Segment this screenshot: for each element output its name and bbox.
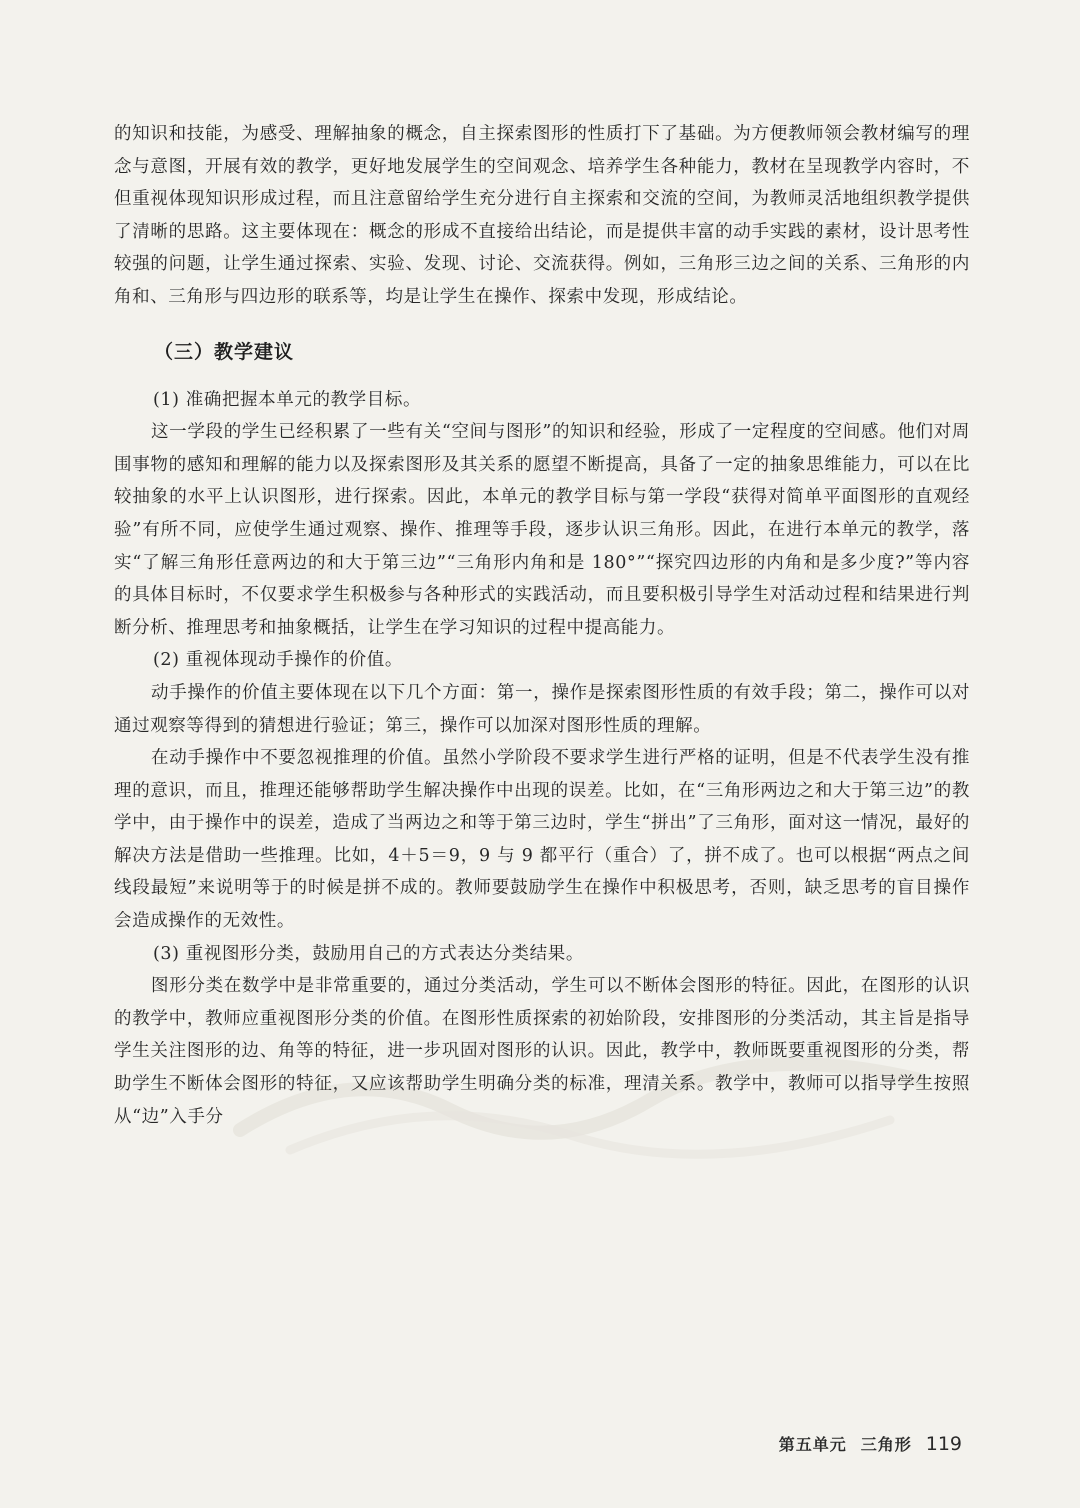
point-3-heading: (3) 重视图形分类，鼓励用自己的方式表达分类结果。: [153, 943, 584, 964]
point-1-heading: (1) 准确把握本单元的教学目标。: [153, 389, 422, 410]
section-heading-teaching-suggestions: （三）教学建议: [154, 340, 295, 363]
page-number: 119: [925, 1433, 962, 1455]
point-2-heading: (2) 重视体现动手操作的价值。: [153, 650, 403, 671]
point-3-paragraph: 图形分类在数学中是非常重要的，通过分类活动，学生可以不断体会图形的特征。因此，在图形的认识的教学中，教师应重视图形分类的价值。在图形性质探索的初始阶段，安排图形的分类活动，其主旨是指导学生关注图形的边、角等的特征，进一步巩固对图形的认识。因此，教学中，教师既要重视图形的分类，帮助学生不断体会图形的特征，又应该帮助学生明确分类的标准，理清关系。教学中，教师可以指导学生按照从“边”入手分: [114, 976, 970, 1127]
footer-title: 三角形: [860, 1435, 912, 1454]
intro-paragraph: 的知识和技能，为感受、理解抽象的概念，自主探索图形的性质打下了基础。为方便教师领会教材编写的理念与意图，开展有效的教学，更好地发展学生的空间观念、培养学生各种能力，教材在呈现教学内容时，不但重视体现知识形成过程，而且注意留给学生充分进行自主探索和交流的空间，为教师灵活地组织教学提供了清晰的思路。这主要体现在：概念的形成不直接给出结论，而是提供丰富的动手实践的素材，设计思考性较强的问题，让学生通过探索、实验、发现、讨论、交流获得。例如，三角形三边之间的关系、三角形的内角和、三角形与四边形的联系等，均是让学生在操作、探索中发现，形成结论。: [114, 124, 970, 307]
footer-unit: 第五单元: [778, 1435, 847, 1454]
point-2-paragraph-1: 动手操作的价值主要体现在以下几个方面：第一，操作是探索图形性质的有效手段；第二，操作可以对通过观察等得到的猜想进行验证；第三，操作可以加深对图形性质的理解。: [114, 682, 970, 736]
point-1-paragraph: 这一学段的学生已经积累了一些有关“空间与图形”的知识和经验，形成了一定程度的空间感。他们对周围事物的感知和理解的能力以及探索图形及其关系的愿望不断提高，具备了一定的抽象思维能力，可以在比较抽象的水平上认识图形，进行探索。因此，本单元的教学目标与第一学段“获得对简单平面图形的直观经验”有所不同，应使学生通过观察、操作、推理等手段，逐步认识三角形。因此，在进行本单元的教学，落实“了解三角形任意两边的和大于第三边”“三角形内角和是 180°”“探究四边形的内角和是多少度?”等内容的具体目标时，不仅要求学生积极参与各种形式的实践活动，而且要积极引导学生对活动过程和结果进行判断分析、推理思考和抽象概括，让学生在学习知识的过程中提高能力。: [114, 422, 970, 638]
point-2-paragraph-2: 在动手操作中不要忽视推理的价值。虽然小学阶段不要求学生进行严格的证明，但是不代表学生没有推理的意识，而且，推理还能够帮助学生解决操作中出现的误差。比如，在“三角形两边之和大于第三边”的教学中，由于操作中的误差，造成了当两边之和等于第三边时，学生“拼出”了三角形，面对这一情况，最好的解决方法是借助一些推理。比如，4＋5＝9，9 与 9 都平行（重合）了，拼不成了。也可以根据“两点之间线段最短”来说明等于的时候是拼不成的。教师要鼓励学生在操作中积极思考，否则，缺乏思考的盲目操作会造成操作的无效性。: [114, 748, 970, 932]
page-footer: [779, 1432, 962, 1455]
page-body: [114, 118, 970, 1133]
